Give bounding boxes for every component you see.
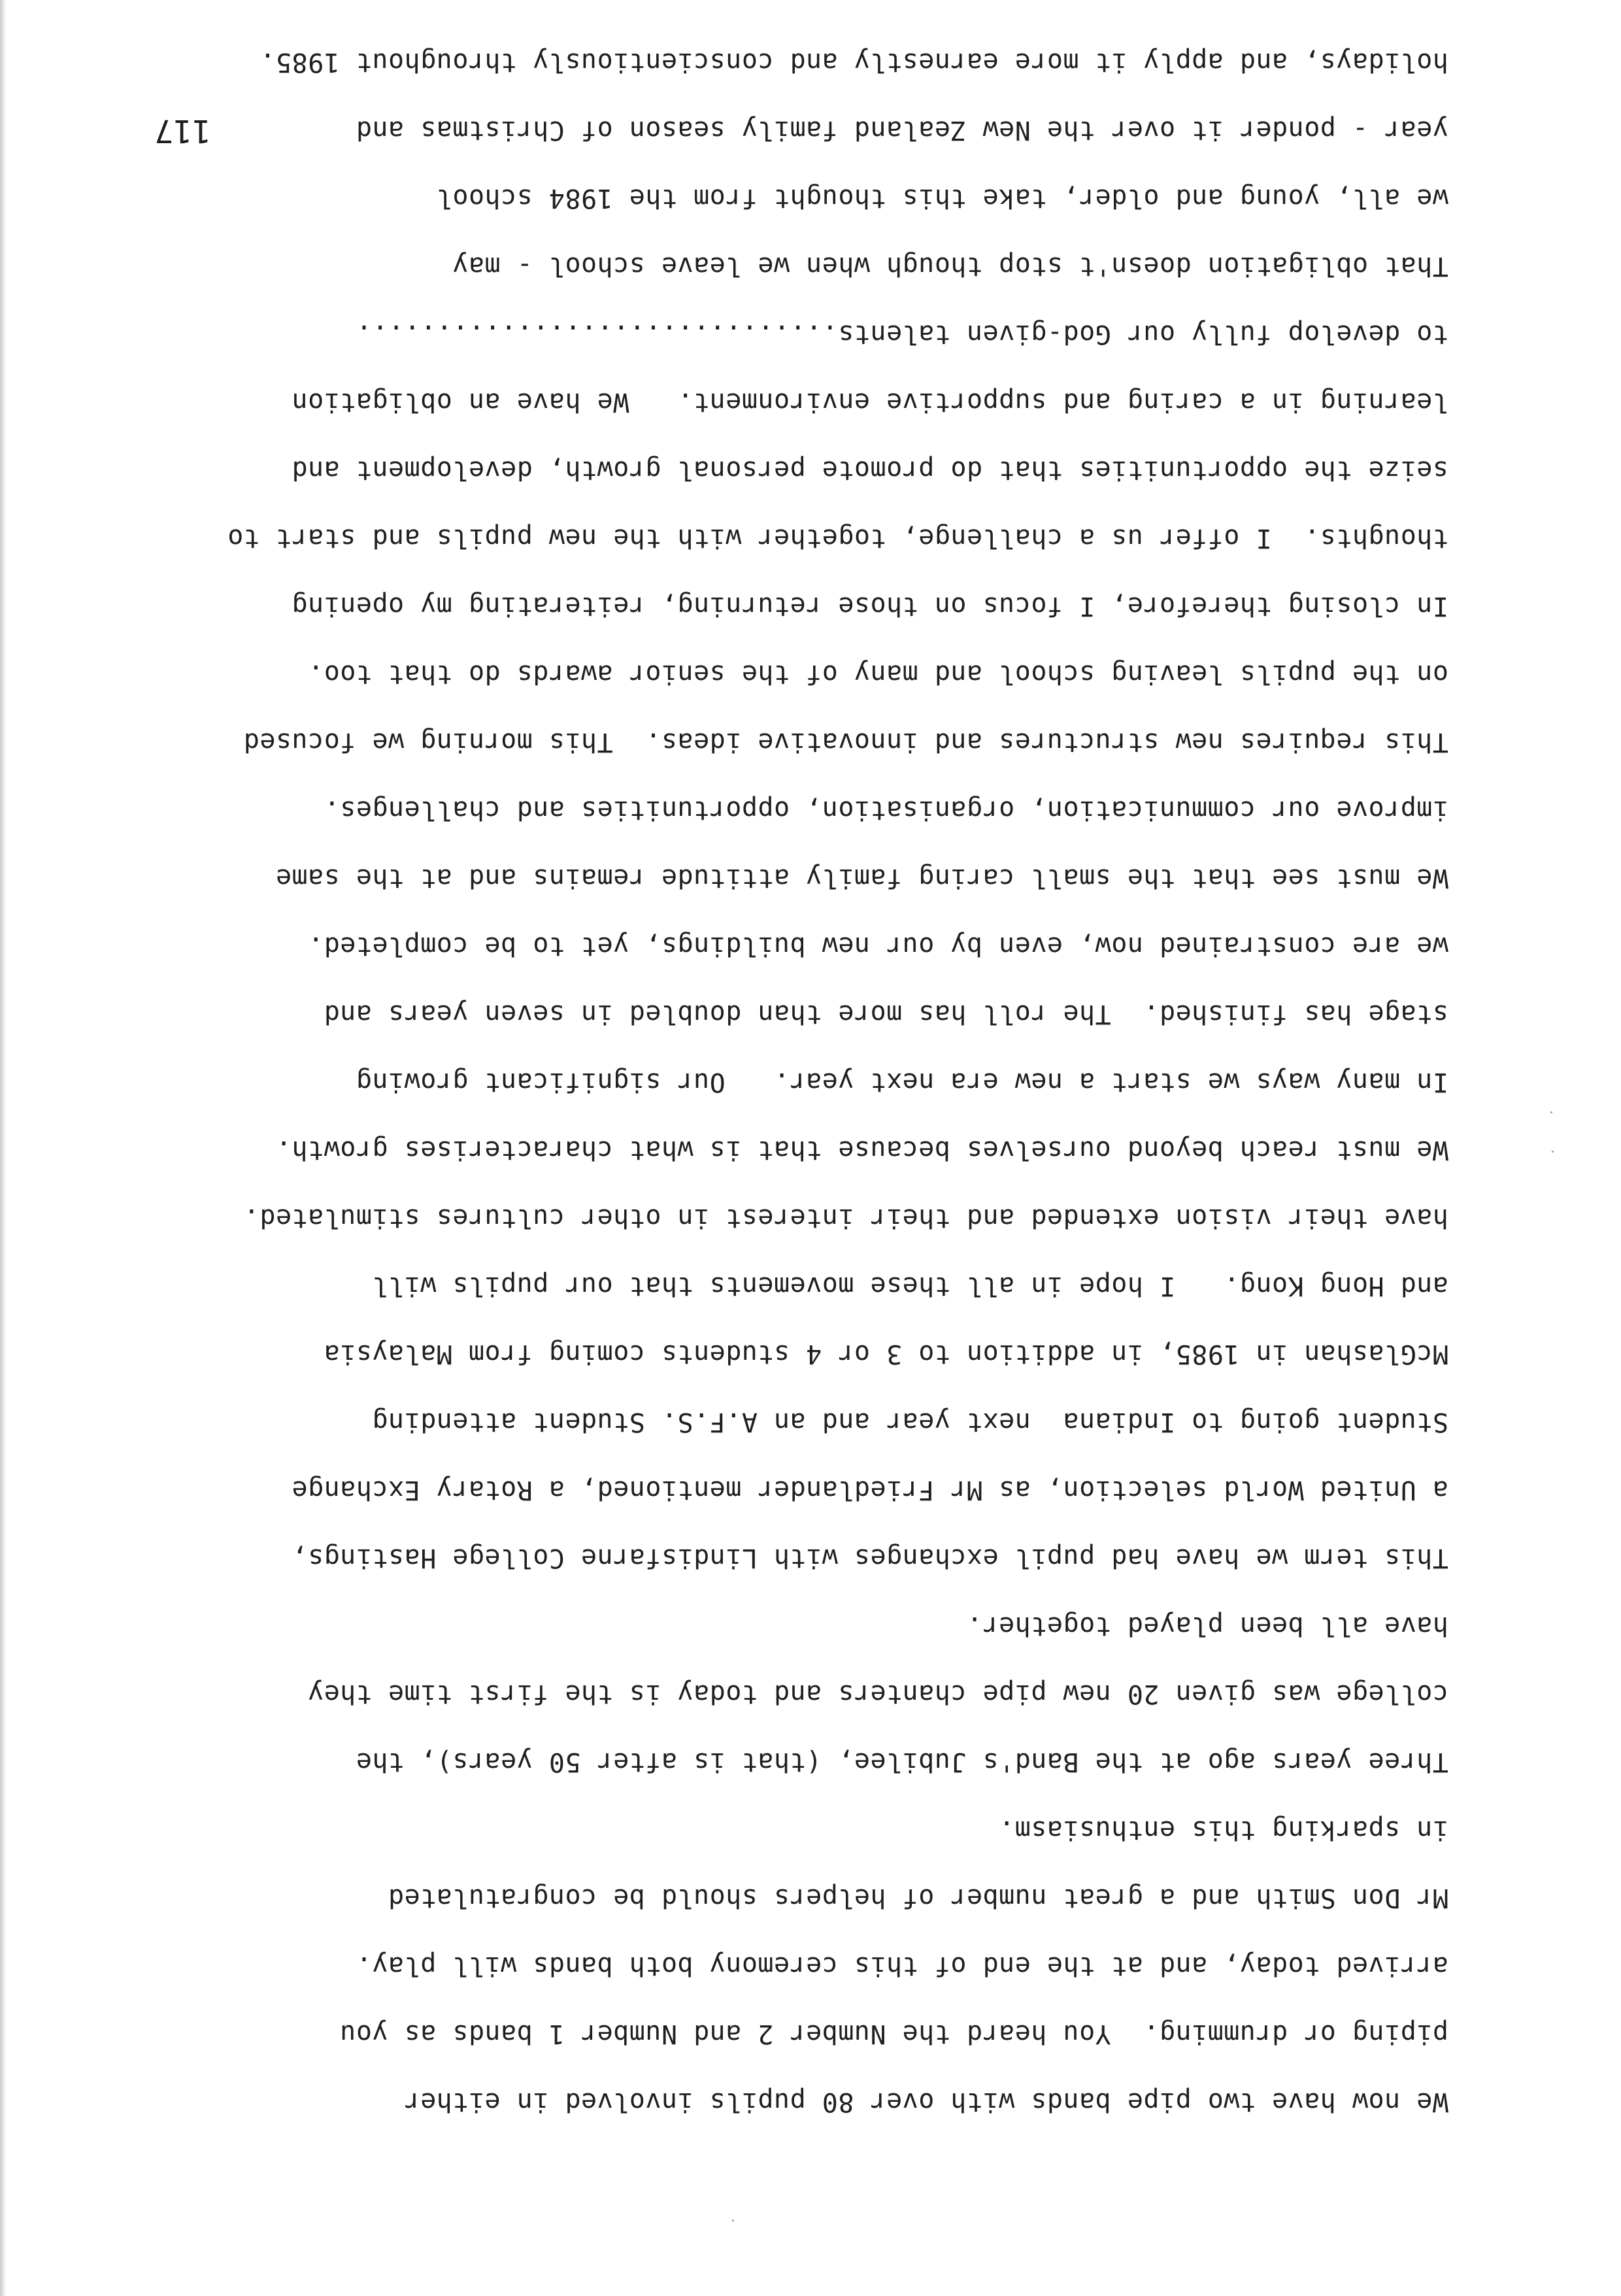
text-line: holidays, and apply it more earnestly and conscientiously throughout 1985. (259, 47, 1448, 77)
text-line: This requires new structures and innovative ideas. This morning we focused (243, 727, 1448, 757)
text-line: improve our communication, organisation, opportunities and challenges. (324, 795, 1448, 825)
text-line: learning in a caring and supportive environment. We have an obligation (292, 387, 1448, 417)
text-line: have their vision extended and their interest in other cultures stimulated. (243, 1203, 1448, 1233)
text-line: We now have two pipe bands with over 80 pupils involved in either (404, 2087, 1448, 2117)
text-line: thoughts. I offer us a challenge, together with the new pupils and start to (227, 523, 1448, 553)
text-line: In closing therefore, I focus on those returning, reiterating my opening (292, 591, 1448, 621)
text-line: In many ways we start a new era next year. Our significant growing (356, 1067, 1448, 1097)
text-line: seize the opportunities that do promote personal growth, development and (292, 455, 1448, 485)
text-line: piping or drumming. You heard the Number 2 and Number 1 bands as you (339, 2019, 1448, 2049)
text-line: Student going to Indiana next year and an A.F.S. Student attending (372, 1407, 1448, 1437)
text-line: This term we have had pupil exchanges with Lindisfarne College Hastings, (292, 1543, 1448, 1573)
text-line: McGlashan in 1985, in addition to 3 or 4 students coming from Malaysia (324, 1339, 1448, 1369)
text-line: stage has finished. The roll has more than doubled in seven years and (324, 999, 1448, 1029)
text-line: in sparking this enthusiasm. (998, 1815, 1448, 1845)
text-line: arrived today, and at the end of this ceremony both bands will play. (356, 1951, 1448, 1981)
scan-speck (1552, 1151, 1554, 1153)
text-line: We must reach beyond ourselves because that is what characterises growth. (275, 1135, 1448, 1165)
page-number: 117 (154, 112, 211, 149)
text-line: on the pupils leaving school and many of the senior awards do that too. (307, 659, 1448, 689)
text-line: We must see that the small caring family attitude remains and at the same (275, 863, 1448, 893)
text-line: and Hong Kong. I hope in all these movements that our pupils will (372, 1271, 1448, 1301)
text-line: college was given 20 new pipe chanters and today is the first time they (307, 1679, 1448, 1709)
text-line: have all been played together. (966, 1611, 1448, 1641)
scan-speck (1550, 1111, 1552, 1113)
body-text (102, 28, 1448, 2136)
text-line: year - ponder it over the New Zealand family season of Christmas and (356, 115, 1448, 145)
text-line: to develop fully our God-given talents.............................. (356, 319, 1448, 349)
text-line: Three years ago at the Band's Jubilee, (that is after 50 years), the (356, 1747, 1448, 1777)
text-line: Mr Don Smith and a great number of helpers should be congratulated (388, 1883, 1448, 1913)
scan-speck (732, 2220, 734, 2221)
text-line: we are constrained now, even by our new buildings, yet to be completed. (307, 931, 1448, 961)
text-line: we all, young and older, take this thought from the 1984 school (436, 183, 1448, 213)
text-line: a United World selection, as Mr Friedlander mentioned, a Rotary Exchange (292, 1475, 1448, 1505)
text-line: That obligation doesn't stop though when we leave school - may (452, 251, 1448, 281)
